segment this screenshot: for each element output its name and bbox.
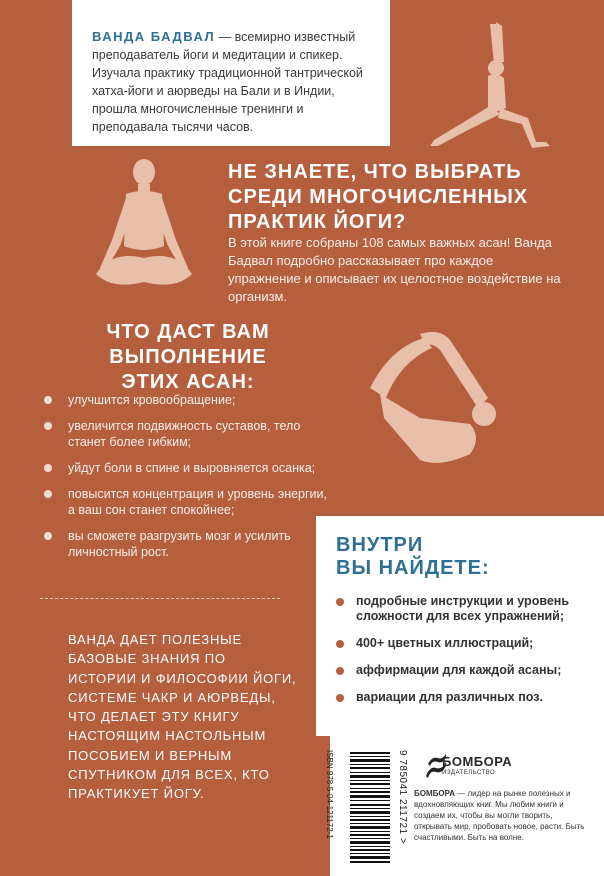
question-title-line: СРЕДИ МНОГОЧИСЛЕННЫХ: [228, 186, 529, 208]
inside-item-text: аффирмации для каждой асаны;: [356, 663, 562, 677]
list-item: [44, 528, 334, 560]
benefit-text: улучшится кровообращение;: [68, 393, 236, 407]
benefit-text: вы сможете разгрузить мозг и усилить личностный рост.: [68, 529, 291, 559]
benefits-title-line: ЧТО ДАСТ ВАМ: [106, 321, 270, 343]
list-item: [336, 690, 588, 705]
benefits-title: [68, 320, 308, 395]
inside-title: [336, 534, 588, 580]
question-text: В этой книге собраны 108 самых важных асан! Ванда Бадвал подробно рассказывает про каждое упражнение и описывает их целостное воздействие на организм.: [228, 235, 561, 304]
dashed-divider: [40, 598, 280, 599]
bullet-icon: [44, 532, 52, 540]
list-item: [44, 486, 334, 518]
bullet-icon: [44, 422, 52, 430]
bullet-icon: [336, 667, 344, 675]
publisher-description: [414, 788, 590, 843]
benefits-list: [44, 392, 334, 564]
inside-item-text: подробные инструкции и уровень сложности для всех упражнений;: [356, 594, 570, 623]
inside-box: [316, 516, 604, 736]
isbn-text: ISBN 978-5-04-121172-1: [325, 750, 334, 839]
list-item: [44, 418, 334, 450]
bullet-icon: [336, 640, 344, 648]
list-item: [44, 392, 334, 408]
isbn-digits: 9 785041 211721 >: [397, 750, 408, 845]
publisher-sub: ИЗДАТЕЛЬСТВО: [442, 770, 496, 776]
bullet-icon: [44, 396, 52, 404]
yoga-bow-pose-icon: [360, 328, 528, 476]
author-name: ВАНДА БАДВАЛ: [92, 29, 216, 44]
inside-list: [336, 594, 588, 705]
benefits-title-line: ЭТИХ АСАН:: [121, 371, 255, 393]
bullet-icon: [44, 490, 52, 498]
list-item: [44, 460, 334, 476]
list-item: [336, 663, 588, 678]
question-title: [228, 160, 568, 235]
list-item: [336, 594, 588, 624]
question-title-line: НЕ ЗНАЕТЕ, ЧТО ВЫБРАТЬ: [228, 161, 522, 183]
publisher-brand: БОМБОРА: [414, 789, 456, 798]
benefit-text: уйдут боли в спине и выровняется осанка;: [68, 461, 316, 475]
bullet-icon: [44, 464, 52, 472]
publisher-name: БОМБОРА: [442, 754, 513, 769]
yoga-warrior-pose-icon: [404, 22, 564, 150]
publisher-tagline: — лидер на рынке полезных и вдохновляющих книг. Мы любим книги и создаем их, чтобы вы могли творить, открывать мир, пробовать новое, расти. Быть счастливыми. Быть на волне.: [414, 789, 585, 842]
barcode-icon: [336, 748, 396, 866]
yoga-meditation-pose-icon: [92, 150, 196, 302]
inside-title-line: ВЫ НАЙДЕТЕ:: [336, 557, 490, 579]
benefit-text: увеличится подвижность суставов, тело станет более гибким;: [68, 419, 301, 449]
inside-item-text: вариации для различных поз.: [356, 690, 543, 704]
author-box: [72, 0, 390, 146]
list-item: [336, 636, 588, 651]
question-title-line: ПРАКТИК ЙОГИ?: [228, 211, 407, 233]
benefit-text: повысится концентрация и уровень энергии, а ваш сон станет спокойнее;: [68, 487, 327, 517]
inside-title-line: ВНУТРИ: [336, 534, 424, 556]
author-bio: — всемирно известный преподаватель йоги и медитации и спикер. Изучала практику традиционной тантрической хатха-йоги и аюрведы на Бали и в Индии, прошла многочисленные тренинги и преподавала тысячи часов.: [92, 30, 363, 134]
benefits-title-line: ВЫПОЛНЕНИЕ: [109, 346, 267, 368]
bullet-icon: [336, 694, 344, 702]
bullet-icon: [336, 598, 344, 606]
author-bio-paragraph: [92, 28, 374, 136]
inside-item-text: 400+ цветных иллюстраций;: [356, 636, 534, 650]
bottom-description: ВАНДА ДАЕТ ПОЛЕЗНЫЕ БАЗОВЫЕ ЗНАНИЯ ПО ИСТОРИИ И ФИЛОСОФИИ ЙОГИ, СИСТЕМЕ ЧАКР И АЮРВЕДЫ, ЧТО ДЕЛАЕТ ЭТУ КНИГУ НАСТОЯЩИМ НАСТОЛЬНЫМ ПОСОБИЕМ И ВЕРНЫМ СПУТНИКОМ ДЛЯ ВСЕХ, КТО ПРАКТИКУЕТ ЙОГУ.: [68, 632, 297, 802]
